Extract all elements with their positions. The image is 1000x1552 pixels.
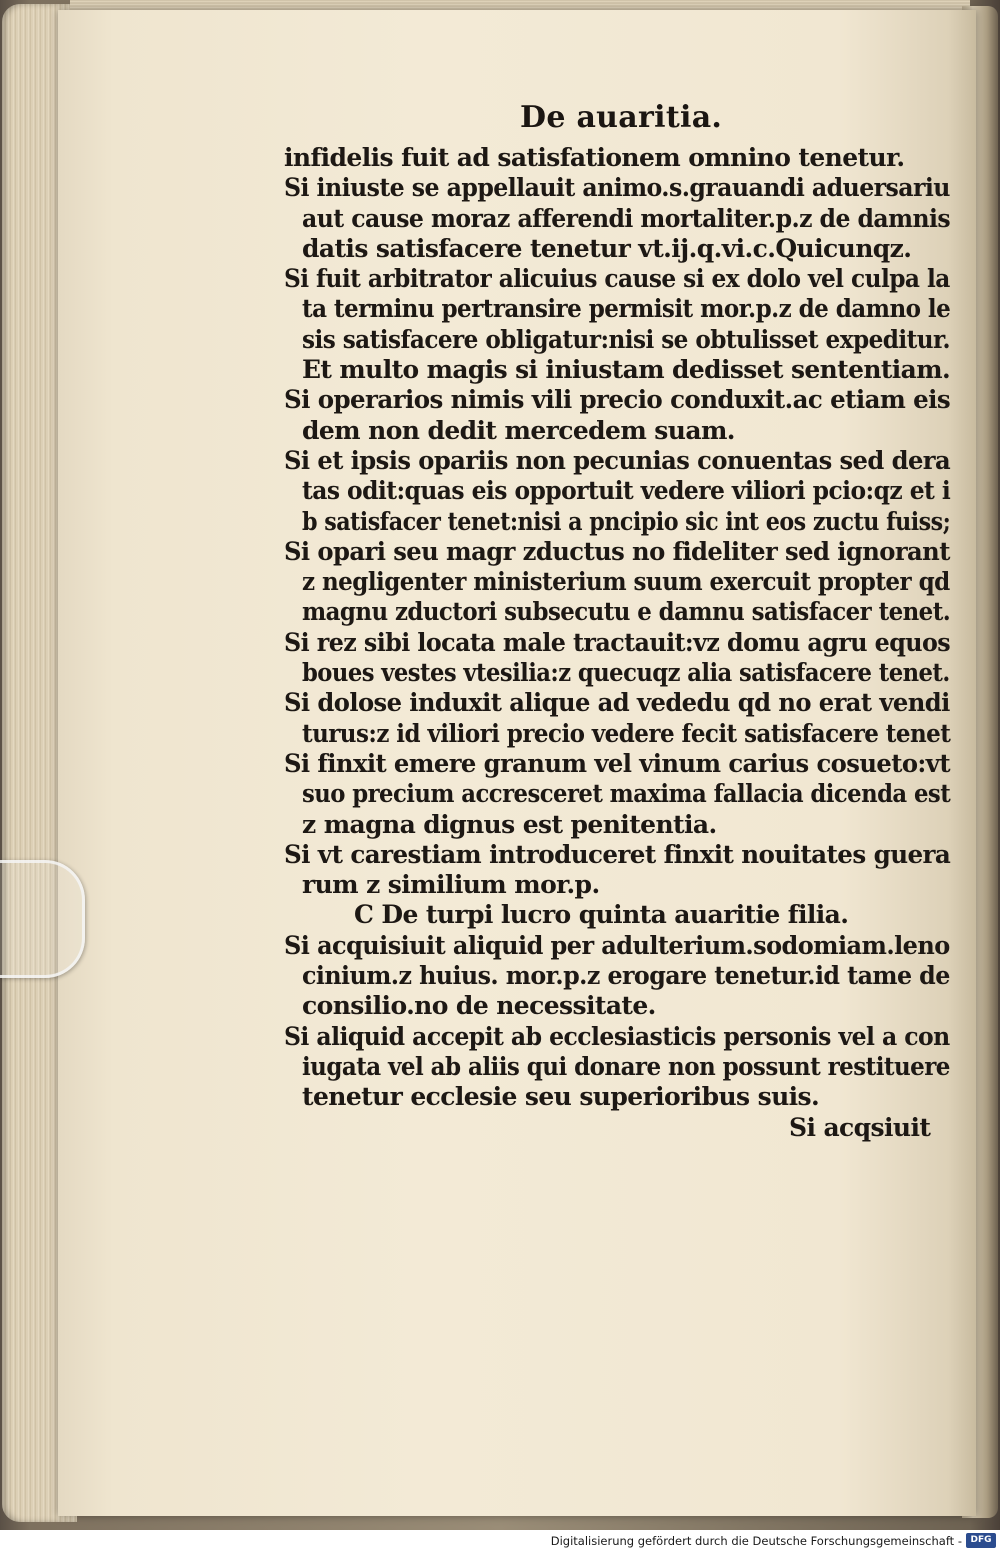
text-line: Si vt carestiam introduceret finxit nouitates guera <box>284 839 951 869</box>
text-line: boues vestes vtesilia:z quecuqz alia satisfacere tenet. <box>302 658 950 688</box>
text-line: suo precium accresceret maxima fallacia dicenda est <box>302 779 951 809</box>
text-line: z magna dignus est penitentia. <box>302 809 717 839</box>
page-text <box>284 143 951 1143</box>
funding-credit: Digitalisierung gefördert durch die Deutsche Forschungsgemeinschaft - <box>550 1534 962 1548</box>
text-line: Si rez sibi locata male tractauit:vz domu agru equos <box>284 627 951 657</box>
text-line: Si iniuste se appellauit animo.s.grauandi aduersariu <box>284 173 950 203</box>
text-line: magnu zductori subsecutu e damnu satisfacer tenet. <box>302 597 951 627</box>
text-line: Si finxit emere granum vel vinum carius cosueto:vt <box>284 748 950 778</box>
text-line: Et multo magis si iniustam dedisset sententiam. <box>302 355 951 385</box>
text-line: Si acquisiuit aliquid per adulterium.sodomiam.leno <box>284 930 950 960</box>
text-line: cinium.z huius. mor.p.z erogare tenetur.id tame de <box>302 961 950 991</box>
dfg-logo: DFG <box>966 1533 996 1548</box>
text-line: dem non dedit mercedem suam. <box>302 415 735 445</box>
text-line: aut cause moraz afferendi mortaliter.p.z de damnis <box>302 203 951 233</box>
text-line: z negligenter ministerium suum exercuit propter qd <box>302 567 950 597</box>
text-line: Si aliquid accepit ab ecclesiasticis personis vel a con <box>284 1021 950 1051</box>
text-line: Si dolose induxit alique ad vededu qd no erat vendi <box>284 688 950 718</box>
text-line: infidelis fuit ad satisfationem omnino tenetur. <box>284 143 905 172</box>
text-line: Si et ipsis opariis non pecunias conuentas sed dera <box>284 445 951 475</box>
page-clip <box>0 860 85 978</box>
text-line: sis satisfacere obligatur:nisi se obtulisset expeditur. <box>302 324 951 354</box>
text-line: tenetur ecclesie seu superioribus suis. <box>302 1082 820 1112</box>
text-line: rum z similium mor.p. <box>302 870 600 900</box>
text-line: ta terminu pertransire permisit mor.p.z de damno le <box>302 294 951 324</box>
catchword: Si acqsiuit <box>789 1112 931 1142</box>
text-line: tas odit:quas eis opportuit vedere viliori pcio:qz et i <box>302 476 951 506</box>
text-line: iugata vel ab aliis qui donare non possunt restituere <box>302 1051 950 1081</box>
running-header: De auaritia. <box>520 100 723 135</box>
section-heading: C De turpi lucro quinta auaritie filia. <box>354 900 849 930</box>
text-line: Si opari seu magr zductus no fideliter sed ignorant <box>284 536 950 566</box>
text-line: Si operarios nimis vili precio conduxit.ac etiam eis <box>284 385 951 415</box>
text-line: consilio.no de necessitate. <box>302 991 656 1021</box>
text-line: turus:z id viliori precio vedere fecit satisfacere tenet <box>302 718 951 748</box>
text-line: Si fuit arbitrator alicuius cause si ex dolo vel culpa la <box>284 264 950 294</box>
text-line: b satisfacer tenet:nisi a pncipio sic int eos zuctu fuiss; <box>302 506 951 536</box>
text-line: datis satisfacere tenetur vt.ij.q.vi.c.Quicunqz. <box>302 233 912 263</box>
